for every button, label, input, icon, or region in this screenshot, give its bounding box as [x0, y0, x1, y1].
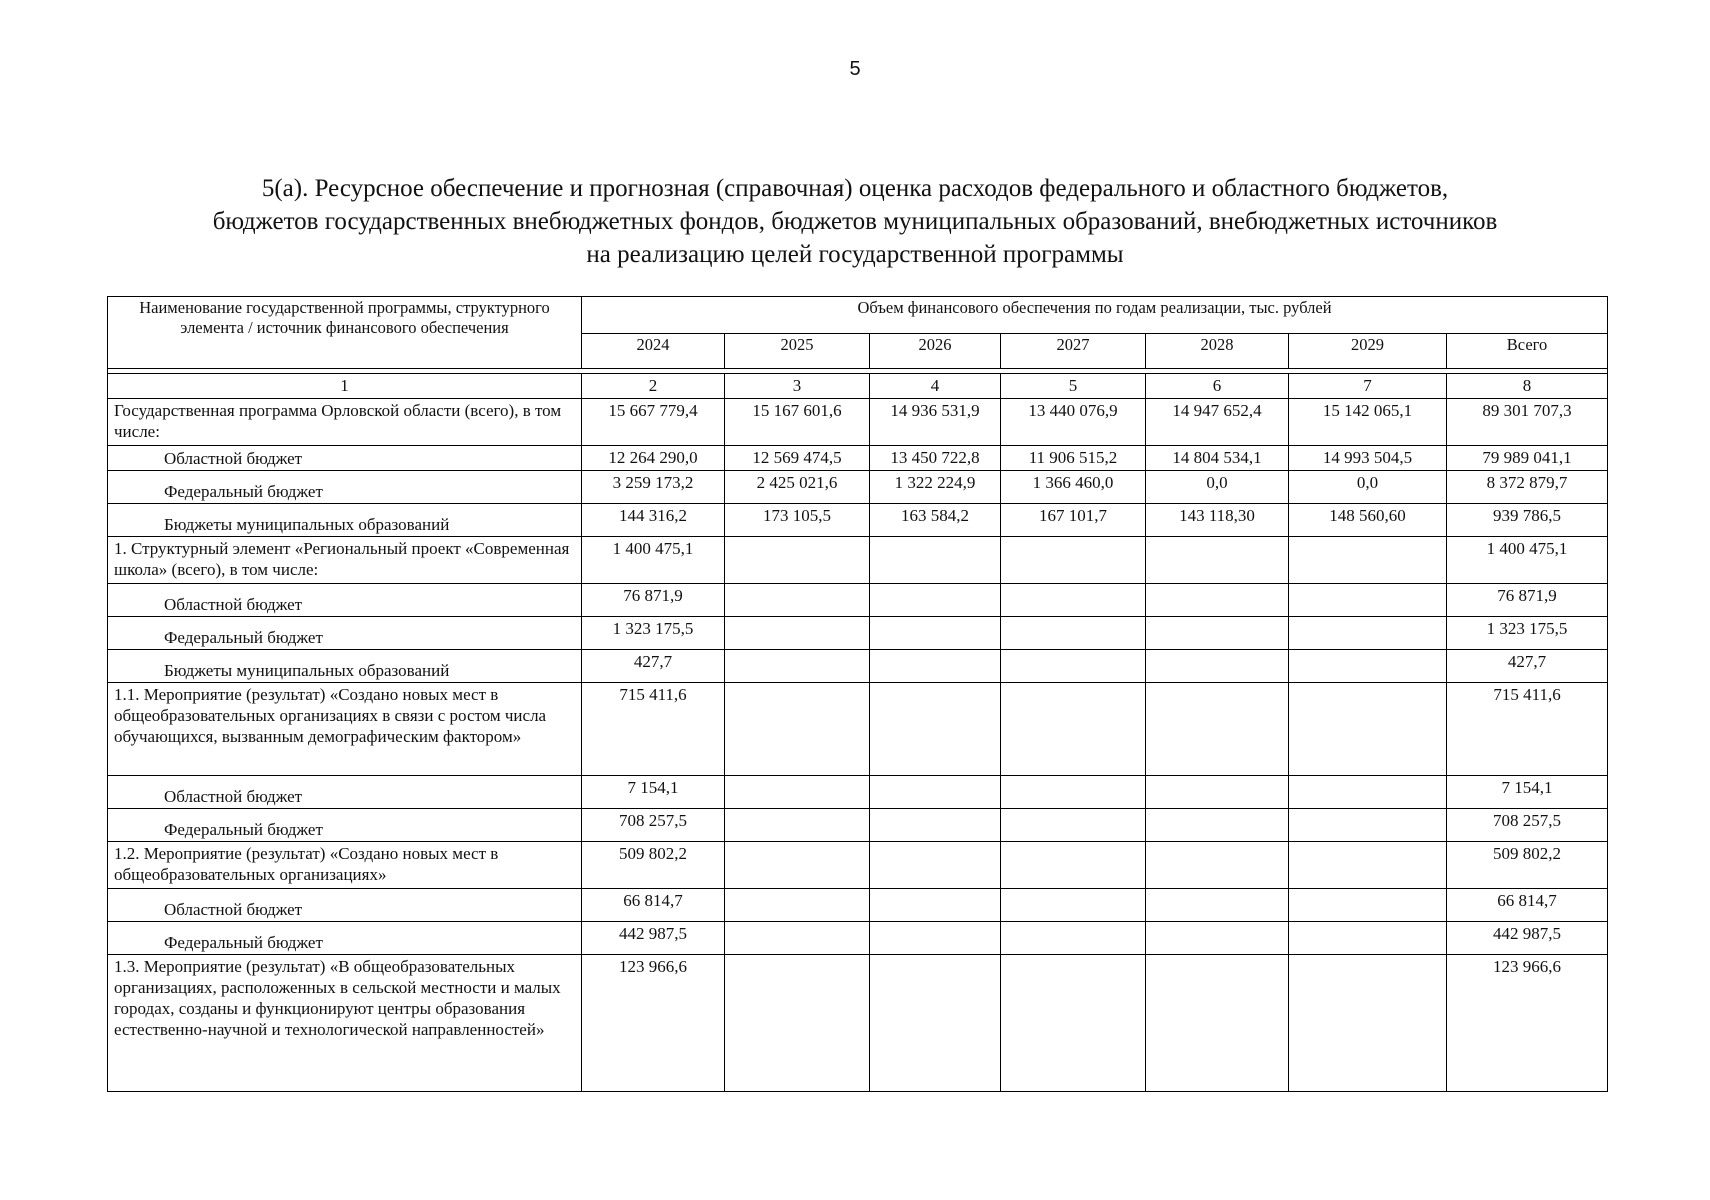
value-cell: 13 440 076,9 [1001, 399, 1146, 446]
value-cell [1001, 842, 1146, 889]
total-value-cell: 76 871,9 [1447, 584, 1608, 617]
value-cell: 143 118,30 [1146, 504, 1289, 537]
value-cell [1001, 776, 1146, 809]
table-row [108, 471, 1608, 504]
value-cell [725, 889, 870, 922]
year-header: 2029 [1289, 334, 1447, 369]
value-cell [1146, 776, 1289, 809]
value-cell [870, 617, 1001, 650]
total-value-cell: 66 814,7 [1447, 889, 1608, 922]
value-cell: 123 966,6 [582, 955, 725, 1092]
value-cell [1001, 617, 1146, 650]
value-cell: 13 450 722,8 [870, 446, 1001, 471]
column-number: 6 [1146, 374, 1289, 399]
column-number: 8 [1447, 374, 1608, 399]
value-cell: 1 366 460,0 [1001, 471, 1146, 504]
value-cell [870, 650, 1001, 683]
column-number: 4 [870, 374, 1001, 399]
row-name-cell: Федеральный бюджет [108, 809, 582, 842]
title-line-1: 5(а). Ресурсное обеспечение и прогнозная (справочная) оценка расходов федерального и областного бюджетов, [261, 175, 1449, 202]
row-name-cell: 1.1. Мероприятие (результат) «Создано новых мест в общеобразовательных организациях в связи с ростом числа обучающихся, вызванным демографическим фактором» [108, 683, 582, 776]
table-row [108, 955, 1608, 1092]
year-header: 2028 [1146, 334, 1289, 369]
value-cell: 14 947 652,4 [1146, 399, 1289, 446]
total-value-cell: 509 802,2 [1447, 842, 1608, 889]
total-value-cell: 89 301 707,3 [1447, 399, 1608, 446]
row-name-cell: Государственная программа Орловской области (всего), в том числе: [108, 399, 582, 446]
value-cell [1146, 955, 1289, 1092]
value-cell [1289, 955, 1447, 1092]
value-cell: 76 871,9 [582, 584, 725, 617]
table-row [108, 584, 1608, 617]
value-cell: 11 906 515,2 [1001, 446, 1146, 471]
column-number: 2 [582, 374, 725, 399]
value-cell [1146, 584, 1289, 617]
total-value-cell: 1 400 475,1 [1447, 537, 1608, 584]
row-name-cell: 1.3. Мероприятие (результат) «В общеобразовательных организациях, расположенных в сельской местности и малых городах, созданы и функционируют центры образования естественно-научной и технологической направленностей» [108, 955, 582, 1092]
value-cell: 442 987,5 [582, 922, 725, 955]
value-cell [870, 922, 1001, 955]
value-cell: 163 584,2 [870, 504, 1001, 537]
total-value-cell: 715 411,6 [1447, 683, 1608, 776]
value-cell [1146, 683, 1289, 776]
value-cell [1146, 650, 1289, 683]
value-cell: 14 936 531,9 [870, 399, 1001, 446]
page-number: 5 [849, 58, 861, 80]
value-cell: 144 316,2 [582, 504, 725, 537]
column-number: 5 [1001, 374, 1146, 399]
value-cell: 1 323 175,5 [582, 617, 725, 650]
value-cell [870, 584, 1001, 617]
value-cell: 15 667 779,4 [582, 399, 725, 446]
table-row [108, 537, 1608, 584]
table-row [108, 683, 1608, 776]
value-cell [1289, 842, 1447, 889]
value-cell [870, 889, 1001, 922]
value-cell: 427,7 [582, 650, 725, 683]
total-value-cell: 1 323 175,5 [1447, 617, 1608, 650]
value-cell [1289, 809, 1447, 842]
value-cell [1146, 617, 1289, 650]
value-cell: 2 425 021,6 [725, 471, 870, 504]
value-cell: 14 804 534,1 [1146, 446, 1289, 471]
column-number: 3 [725, 374, 870, 399]
total-header: Всего [1447, 334, 1608, 369]
total-value-cell: 123 966,6 [1447, 955, 1608, 1092]
value-cell [1146, 842, 1289, 889]
value-cell [1001, 809, 1146, 842]
column-number-row [108, 374, 1608, 399]
value-cell: 0,0 [1289, 471, 1447, 504]
value-cell [1146, 537, 1289, 584]
value-cell [1289, 617, 1447, 650]
row-name-cell: 1. Структурный элемент «Региональный проект «Современная школа» (всего), в том числе: [108, 537, 582, 584]
value-cell: 1 400 475,1 [582, 537, 725, 584]
value-cell: 509 802,2 [582, 842, 725, 889]
value-cell [725, 955, 870, 1092]
total-value-cell: 79 989 041,1 [1447, 446, 1608, 471]
column-number: 7 [1289, 374, 1447, 399]
value-cell: 12 569 474,5 [725, 446, 870, 471]
value-cell [1001, 650, 1146, 683]
row-name-cell: Бюджеты муниципальных образований [108, 650, 582, 683]
value-cell: 15 142 065,1 [1289, 399, 1447, 446]
value-cell [1289, 889, 1447, 922]
value-cell [725, 617, 870, 650]
year-header: 2024 [582, 334, 725, 369]
value-cell [725, 537, 870, 584]
table-row [108, 809, 1608, 842]
total-value-cell: 8 372 879,7 [1447, 471, 1608, 504]
year-header: 2026 [870, 334, 1001, 369]
value-cell [1001, 922, 1146, 955]
value-cell [1146, 922, 1289, 955]
header-row [108, 297, 1608, 334]
column-number: 1 [108, 374, 582, 399]
value-cell: 3 259 173,2 [582, 471, 725, 504]
year-header: 2025 [725, 334, 870, 369]
table-row [108, 446, 1608, 471]
row-name-cell: Бюджеты муниципальных образований [108, 504, 582, 537]
year-header: 2027 [1001, 334, 1146, 369]
total-value-cell: 7 154,1 [1447, 776, 1608, 809]
value-cell: 1 322 224,9 [870, 471, 1001, 504]
value-cell [1289, 922, 1447, 955]
value-cell [1289, 776, 1447, 809]
value-cell: 173 105,5 [725, 504, 870, 537]
title-line-2: бюджетов государственных внебюджетных фондов, бюджетов муниципальных образований, внебюджетных источников [212, 208, 1498, 235]
value-cell [1289, 537, 1447, 584]
value-cell [1001, 889, 1146, 922]
value-cell: 12 264 290,0 [582, 446, 725, 471]
value-cell [1001, 584, 1146, 617]
row-name-cell: Федеральный бюджет [108, 471, 582, 504]
value-cell [870, 537, 1001, 584]
value-cell: 66 814,7 [582, 889, 725, 922]
value-cell [870, 683, 1001, 776]
total-value-cell: 708 257,5 [1447, 809, 1608, 842]
value-cell: 148 560,60 [1289, 504, 1447, 537]
value-cell [1146, 889, 1289, 922]
table-row [108, 776, 1608, 809]
value-cell: 0,0 [1146, 471, 1289, 504]
table-row [108, 399, 1608, 446]
table-row [108, 504, 1608, 537]
header-name-cell: Наименование государственной программы, структурного элемента / источник финансового обеспечения [108, 297, 582, 369]
value-cell [725, 776, 870, 809]
value-cell [1146, 809, 1289, 842]
value-cell [870, 955, 1001, 1092]
value-cell: 7 154,1 [582, 776, 725, 809]
resource-table [107, 296, 1608, 1092]
value-cell [1289, 683, 1447, 776]
value-cell: 167 101,7 [1001, 504, 1146, 537]
table-row [108, 650, 1608, 683]
value-cell [870, 809, 1001, 842]
header-volume-cell: Объем финансового обеспечения по годам реализации, тыс. рублей [582, 297, 1608, 334]
row-name-cell: Федеральный бюджет [108, 617, 582, 650]
row-name-cell: Областной бюджет [108, 776, 582, 809]
value-cell [725, 809, 870, 842]
table-row [108, 617, 1608, 650]
value-cell [725, 842, 870, 889]
table-row [108, 889, 1608, 922]
row-name-cell: Областной бюджет [108, 584, 582, 617]
table-row [108, 922, 1608, 955]
value-cell [725, 683, 870, 776]
value-cell [1001, 537, 1146, 584]
total-value-cell: 427,7 [1447, 650, 1608, 683]
value-cell [1001, 683, 1146, 776]
value-cell: 715 411,6 [582, 683, 725, 776]
value-cell [725, 650, 870, 683]
row-name-cell: Областной бюджет [108, 889, 582, 922]
value-cell [1289, 584, 1447, 617]
row-name-cell: Федеральный бюджет [108, 922, 582, 955]
row-name-cell: Областной бюджет [108, 446, 582, 471]
value-cell [870, 842, 1001, 889]
title-line-3: на реализацию целей государственной программы [586, 241, 1124, 268]
row-name-cell: 1.2. Мероприятие (результат) «Создано новых мест в общеобразовательных организациях» [108, 842, 582, 889]
value-cell: 708 257,5 [582, 809, 725, 842]
total-value-cell: 442 987,5 [1447, 922, 1608, 955]
value-cell [1289, 650, 1447, 683]
value-cell: 15 167 601,6 [725, 399, 870, 446]
total-value-cell: 939 786,5 [1447, 504, 1608, 537]
value-cell [725, 584, 870, 617]
value-cell [1001, 955, 1146, 1092]
value-cell: 14 993 504,5 [1289, 446, 1447, 471]
value-cell [725, 922, 870, 955]
document-title [80, 172, 1630, 271]
value-cell [870, 776, 1001, 809]
table-row [108, 842, 1608, 889]
